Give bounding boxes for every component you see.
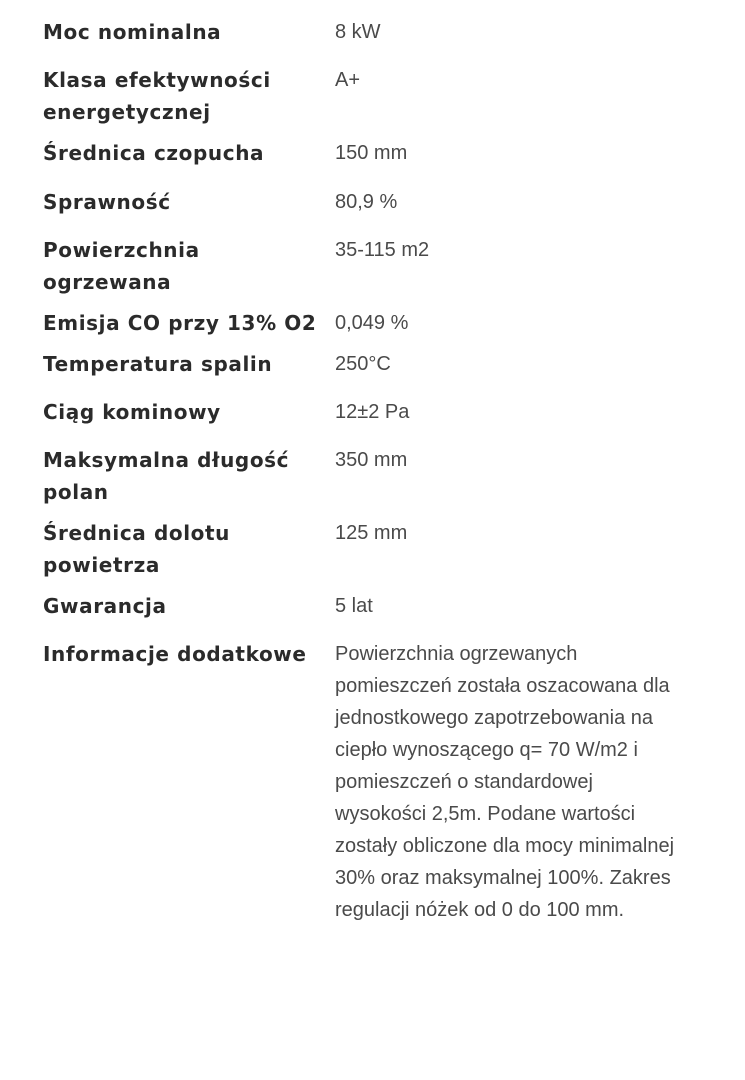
spec-value: 12±2 Pa [335,401,410,423]
spec-value: 0,049 % [335,312,409,334]
spec-row-co-emission [43,307,703,339]
spec-value: Powierzchnia ogrzewanych pomieszczeń została oszacowana dla jednostkowego zapotrzebowania na ciepło wynoszącego q= 70 W/m2 i pomieszczeń o standardowej wysokości 2,5m. Podane wartości zostały obliczone dla mocy minimalnej 30% oraz maksymalnej 100%. Zakres regulacji nóżek od 0 do 100 mm. [335,643,675,921]
spec-label: Temperatura spalin [43,352,273,376]
spec-row-warranty [43,590,703,622]
spec-row-max-log-length [43,444,703,508]
spec-row-heated-area [43,234,703,298]
spec-value: 35-115 m2 [335,239,430,261]
spec-label: Średnica dolotu powietrza [43,521,231,577]
spec-row-flue-gas-temperature [43,348,703,380]
spec-label: Powierzchnia ogrzewana [43,238,200,294]
spec-row-flue-diameter [43,137,703,169]
spec-row-efficiency [43,186,703,218]
spec-label: Ciąg kominowy [43,400,221,424]
spec-label: Średnica czopucha [43,141,265,165]
spec-row-nominal-power [43,16,703,48]
spec-value: 350 mm [335,449,408,471]
spec-row-air-inlet-diameter [43,517,703,581]
spec-value: 80,9 % [335,191,398,213]
spec-value: A+ [335,69,361,91]
spec-label: Maksymalna długość polan [43,448,290,504]
spec-label: Gwarancja [43,594,167,618]
spec-label: Klasa efektywności energetycznej [43,68,271,124]
spec-value: 8 kW [335,21,381,43]
spec-row-energy-class [43,64,703,128]
spec-label: Informacje dodatkowe [43,642,307,666]
spec-label: Emisja CO przy 13% O2 [43,311,317,335]
spec-label: Moc nominalna [43,20,222,44]
spec-label: Sprawność [43,190,171,214]
spec-row-additional-info [43,638,703,926]
spec-value: 150 mm [335,142,408,164]
specification-table [43,0,703,926]
spec-value: 250°C [335,353,391,375]
spec-row-chimney-draft [43,396,703,428]
spec-value: 5 lat [335,595,373,617]
spec-value: 125 mm [335,522,408,544]
